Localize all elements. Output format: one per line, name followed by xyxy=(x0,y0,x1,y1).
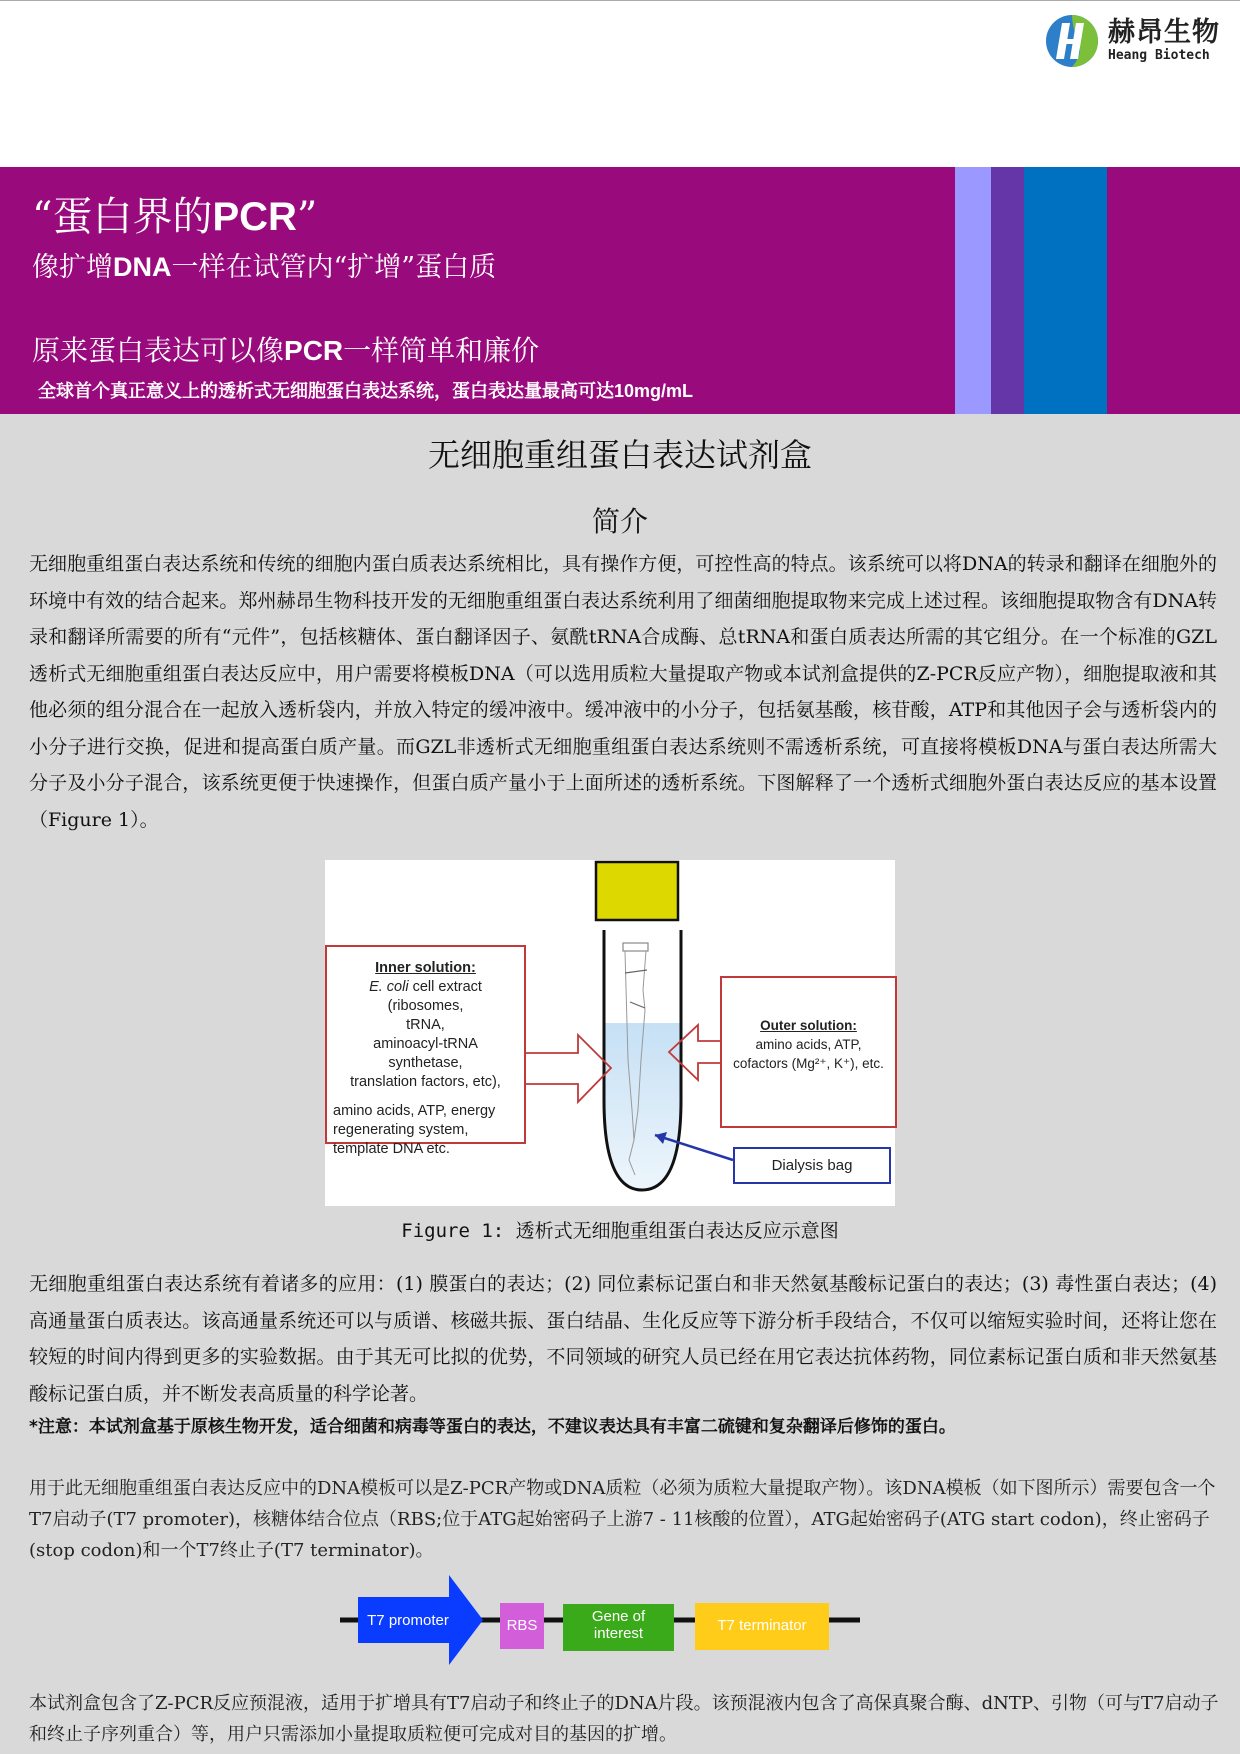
dna-part-t7-promoter: T7 promoter xyxy=(367,1612,449,1629)
logo-name-cn: 赫昂生物 xyxy=(1108,17,1220,48)
logo-name-en: Heang Biotech xyxy=(1108,48,1210,63)
hero-banner xyxy=(0,167,1240,414)
inner-solution-line: synthetase, xyxy=(388,1055,463,1071)
dna-part-rbs: RBS xyxy=(506,1617,538,1634)
page-header xyxy=(0,0,1240,168)
outer-solution-line: cofactors (Mg²⁺, K⁺), etc. xyxy=(733,1056,884,1071)
figure-caption: Figure 1: 透析式无细胞重组蛋白表达反应示意图 xyxy=(401,1220,839,1242)
banner-headline: 原来蛋白表达可以像PCR一样简单和廉价 xyxy=(32,334,540,367)
inner-solution-line: aminoacyl-tRNA xyxy=(373,1036,478,1052)
figure-dialysis-setup xyxy=(325,860,895,1206)
inner-solution-box xyxy=(325,945,526,1157)
dna-construct-diagram xyxy=(338,1570,863,1665)
banner-note: 全球首个真正意义上的透析式无细胞蛋白表达系统，蛋白表达量最高可达10mg/mL xyxy=(38,381,694,402)
section-title-intro: 简介 xyxy=(591,505,648,538)
decor-stripe-light xyxy=(955,167,991,414)
intro-paragraph: 无细胞重组蛋白表达系统和传统的细胞内蛋白质表达系统相比，具有操作方便，可控性高的特点。该系统可以将DNA的转录和翻译在细胞外的环境中有效的结合起来。郑州赫昂生物科技开发的无细胞重组蛋白表达系统利用了细菌细胞提取物来完成上述过程。该细胞提取物含有DNA转录和翻译所需要的所有“元件”，包括核糖体、蛋白翻译因子、氨酰tRNA合成酶、总tRNA和蛋白质表达所需的其它组分。在一个标准的GZL透析式无细胞重组蛋白表达反应中，用户需要将模板DNA（可以选用质粒大量提取产物或本试剂盒提供的Z-PCR反应产物），细胞提取液和其他必须的组分混合在一起放入透析袋内，并放入特定的缓冲液中。缓冲液中的小分子，包括氨基酸，核苷酸，ATP和其他因子会与透析袋内的小分子进行交换，促进和提高蛋白质产量。而GZL非透析式无细胞重组蛋白表达系统则不需透析系统，可直接将模板DNA与蛋白表达所需大分子及小分子混合，该系统更便于快速操作，但蛋白质产量小于上面所述的透析系统。下图解释了一个透析式细胞外蛋白表达反应的基本设置（Figure 1）。 xyxy=(29,553,1217,831)
company-logo xyxy=(1044,13,1220,69)
dna-part-gene-of-interest: Gene of interest xyxy=(591,1608,646,1642)
heang-logo-icon xyxy=(1044,13,1100,69)
inner-solution-extra-line: regenerating system, xyxy=(333,1122,469,1138)
inner-solution-line: translation factors, etc), xyxy=(350,1074,501,1090)
decor-stripe-purple xyxy=(991,167,1024,414)
inner-solution-line: tRNA, xyxy=(406,1017,445,1033)
template-paragraph: 用于此无细胞重组蛋白表达反应中的DNA模板可以是Z-PCR产物或DNA质粒（必须为质粒大量提取产物）。该DNA模板（如下图所示）需要包含一个T7启动子(T7 promoter)，核糖体结合位点（RBS;位于ATG起始密码子上游7 - 11核酸的位置），ATG起始密码子(ATG start codon)，终止密码子(stop codon)和一个T7终止子(T7 terminator)。 xyxy=(29,1478,1216,1561)
inner-solution-title: Inner solution: xyxy=(375,960,476,976)
document-title: 无细胞重组蛋白表达试剂盒 xyxy=(427,436,812,474)
inner-solution-line: (ribosomes, xyxy=(387,998,464,1014)
inner-solution-extra-line: template DNA etc. xyxy=(333,1141,450,1157)
outer-solution-box xyxy=(720,976,897,1128)
banner-subtitle: 像扩增DNA一样在试管内“扩增”蛋白质 xyxy=(32,252,497,283)
inner-solution-extra-line: amino acids, ATP, energy xyxy=(333,1103,496,1119)
kit-paragraph: 本试剂盒包含了Z-PCR反应预混液，适用于扩增具有T7启动子和终止子的DNA片段。该预混液内包含了高保真聚合酶、dNTP、引物（可与T7启动子和终止子序列重合）等，用户只需添加小量提取质粒便可完成对目的基因的扩增。 xyxy=(29,1693,1219,1745)
dialysis-bag-label: Dialysis bag xyxy=(733,1147,891,1184)
inner-solution-line: E. coli cell extract xyxy=(369,979,482,995)
decor-stripe-blue xyxy=(1024,167,1107,414)
dna-part-t7-terminator: T7 terminator xyxy=(717,1617,807,1634)
caution-note: *注意：本试剂盒基于原核生物开发，适合细菌和病毒等蛋白的表达，不建议表达具有丰富二硫键和复杂翻译后修饰的蛋白。 xyxy=(29,1417,956,1437)
banner-title: “蛋白界的PCR” xyxy=(32,194,318,240)
outer-solution-title: Outer solution: xyxy=(760,1018,857,1033)
applications-paragraph: 无细胞重组蛋白表达系统有着诸多的应用：(1) 膜蛋白的表达；(2) 同位素标记蛋白和非天然氨基酸标记蛋白的表达；(3) 毒性蛋白表达；(4) 高通量蛋白质表达。该高通量系统还可以与质谱、核磁共振、蛋白结晶、生化反应等下游分析手段结合，不仅可以缩短实验时间，还将让您在较短的时间内得到更多的实验数据。由于其无可比拟的优势，不同领域的研究人员已经在用它表达抗体药物，同位素标记蛋白质和非天然氨基酸标记蛋白质，并不断发表高质量的科学论著。 xyxy=(29,1273,1217,1405)
outer-solution-line: amino acids, ATP, xyxy=(755,1037,862,1052)
